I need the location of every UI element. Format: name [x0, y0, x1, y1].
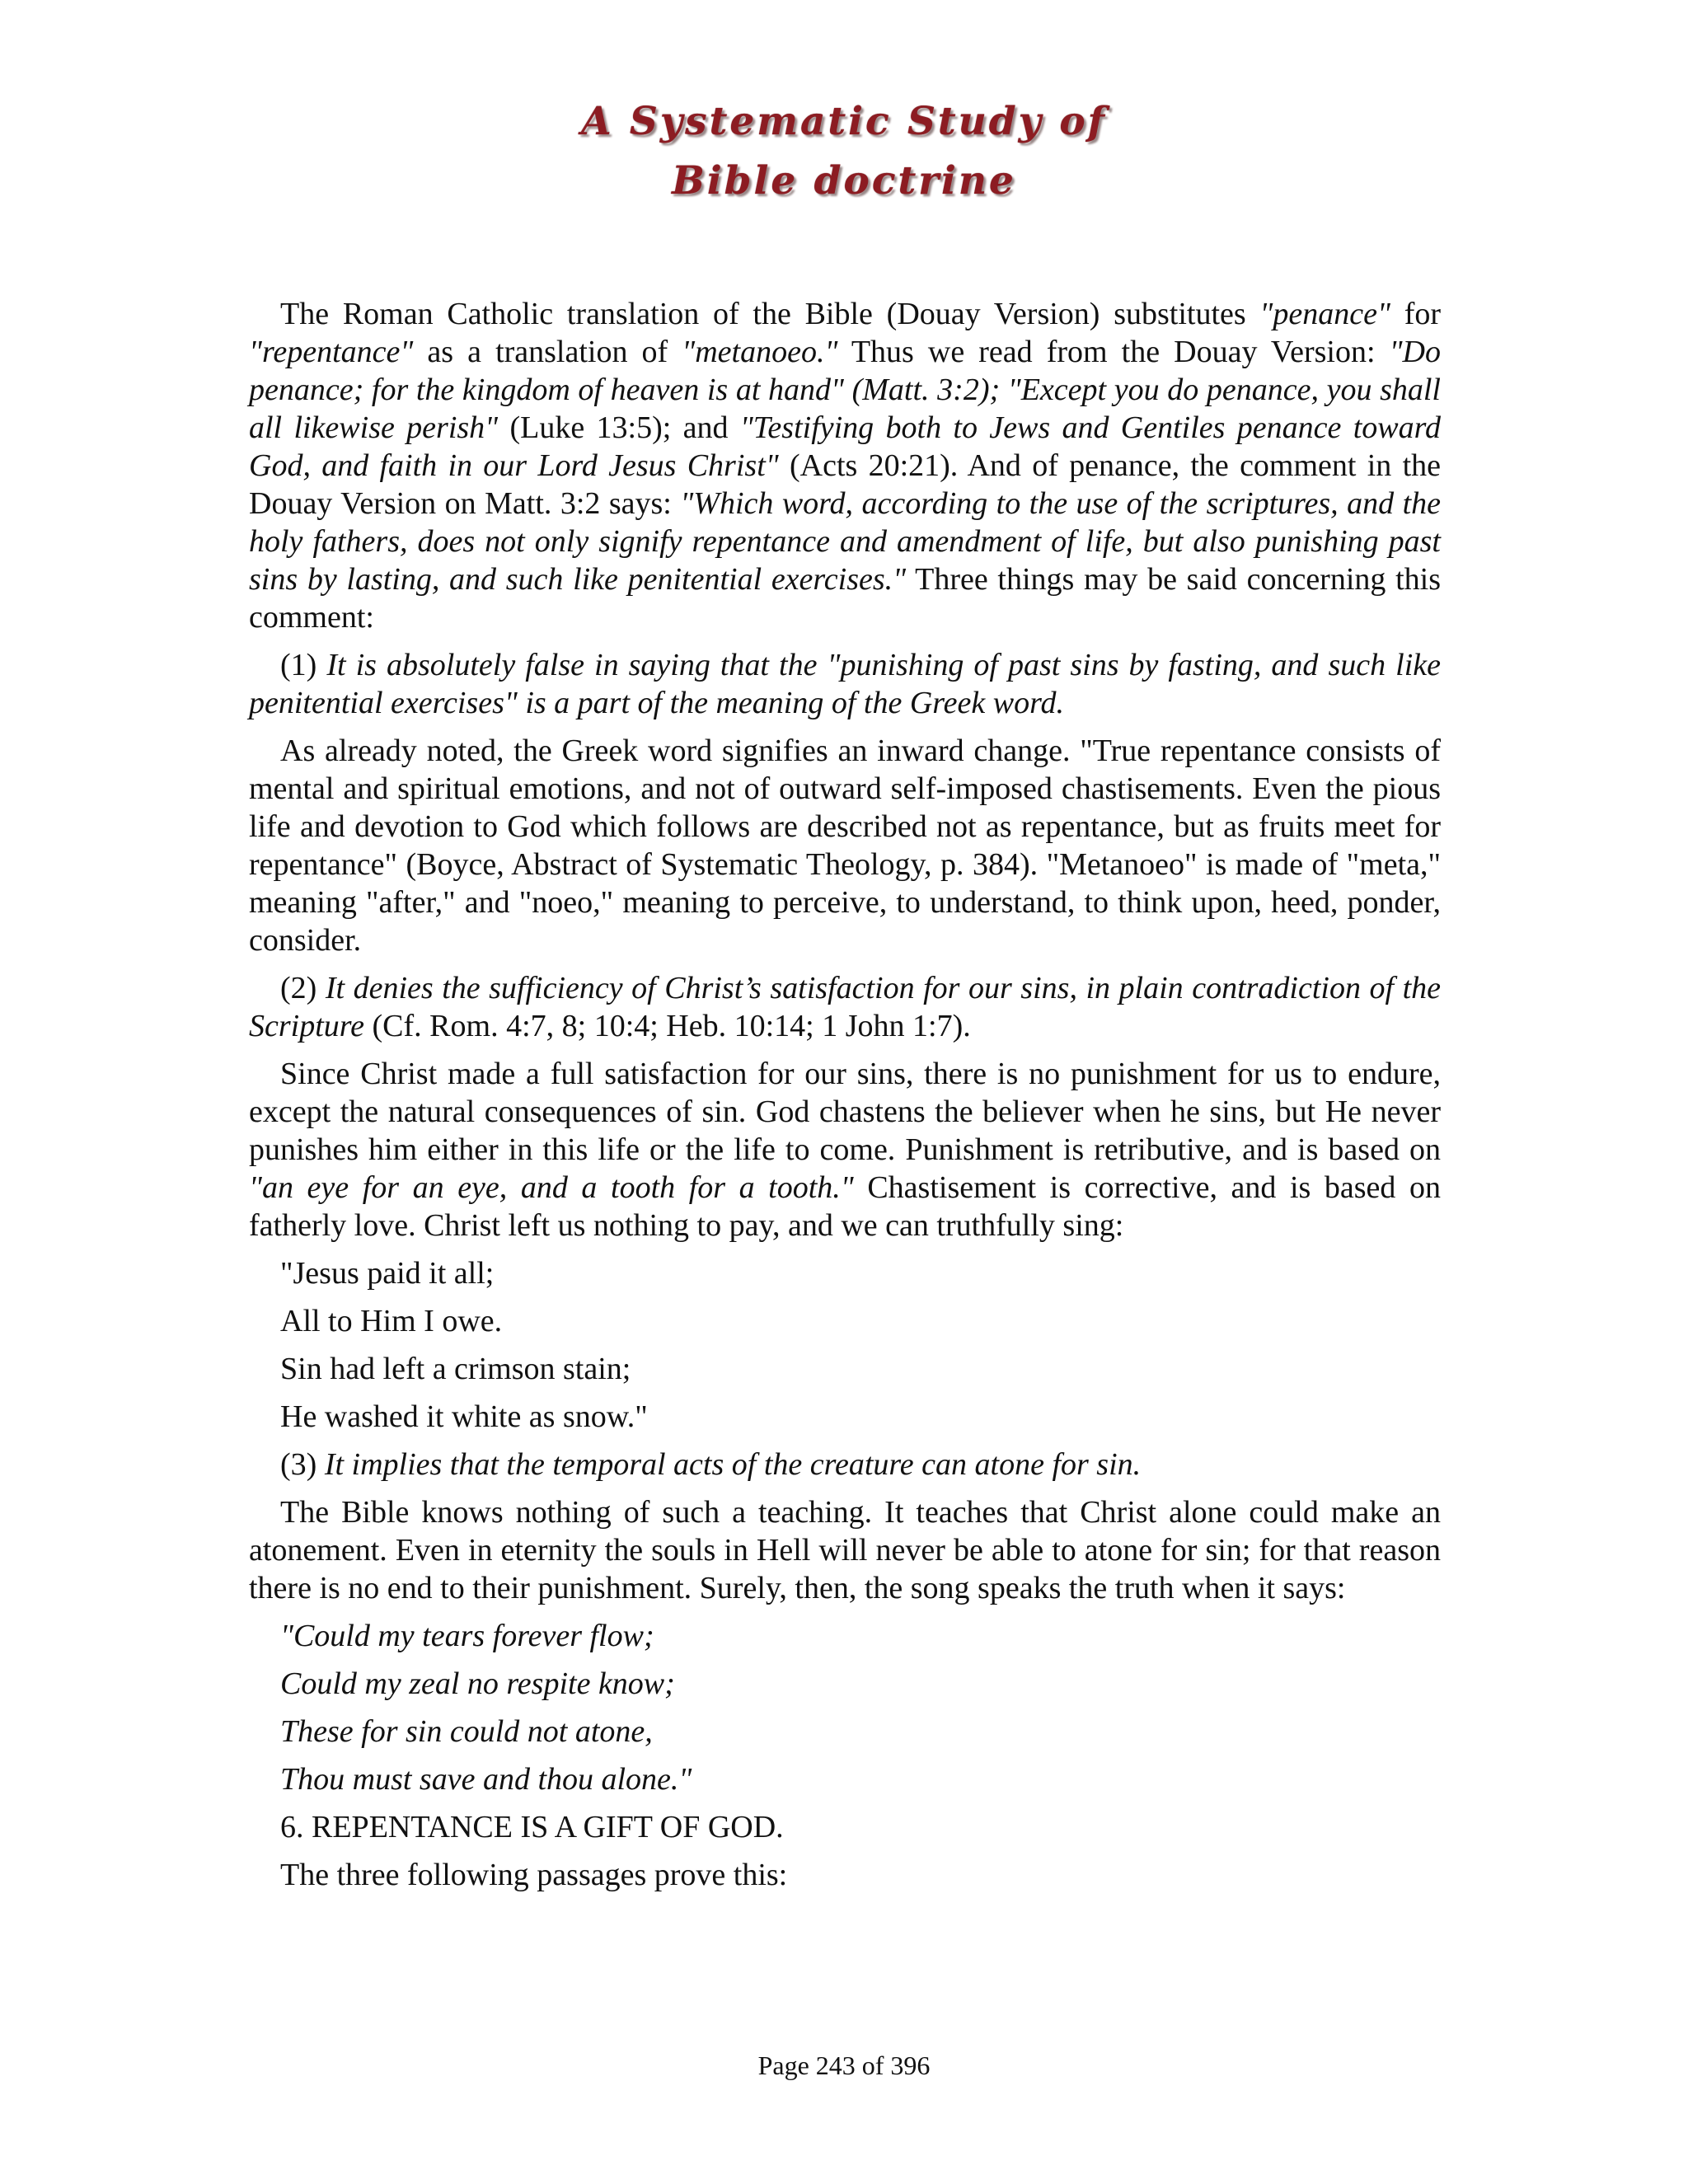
point-number: (2): [280, 971, 326, 1005]
text-run: Thus we read from the Douay Version:: [837, 335, 1390, 369]
hymn-line: He washed it white as snow.": [280, 1399, 648, 1434]
italic-run: Could my zeal no respite know;: [280, 1666, 675, 1701]
italic-run: "an eye for an eye, and a tooth for a tooth.": [249, 1170, 854, 1205]
hymn-line-italic: [249, 1760, 1441, 1798]
page-content: [249, 295, 1441, 1904]
italic-run: "repentance": [249, 335, 414, 369]
italic-run: It implies that the temporal acts of the creature can atone for sin.: [324, 1447, 1142, 1482]
text-run: Chastisement is corrective, and is based on fatherly love. Christ left us nothing to pay, and we can truthfully sing:: [249, 1170, 1441, 1243]
italic-run: It denies the sufficiency of Christ’s satisfaction for our sins, in plain contradiction of the Scripture: [249, 971, 1441, 1043]
hymn-line-italic: [249, 1617, 1441, 1655]
text-run: The Roman Catholic translation of the Bible (Douay Version) substitutes: [280, 297, 1260, 331]
italic-run: Thou must save and thou alone.": [280, 1762, 692, 1797]
hymn-line-italic: [249, 1665, 1441, 1703]
page-header: [0, 92, 1688, 211]
italic-run: "penance": [1259, 297, 1390, 331]
text-run: (Cf. Rom. 4:7, 8; 10:4; Heb. 10:14; 1 John 1:7).: [364, 1009, 971, 1043]
book-title-logo: [0, 92, 1688, 211]
hymn-line: Sin had left a crimson stain;: [280, 1352, 631, 1386]
italic-run: "Which word, according to the use of the scriptures, and the holy fathers, does not only signify repentance and amendment of life, but also punishing past sins by lasting, and such like penitential exercises.": [249, 486, 1442, 597]
section-heading: 6. REPENTANCE IS A GIFT OF GOD.: [280, 1810, 784, 1844]
paragraph-greek-word: As already noted, the Greek word signifies an inward change. "True repentance consists of mental and spiritual emotions, and not of outward self-imposed chastisements. Even the pious life and devotion to God which follows are described not as repentance, but as fruits meet for repentance" (Boyce, Abstract of Systematic Theology, p. 384). "Metanoeo" is made of "meta," meaning "after," and "noeo," meaning to perceive, to understand, to think upon, heed, ponder, consider.: [249, 733, 1441, 958]
hymn-line-italic: [249, 1713, 1441, 1750]
italic-run: "Testifying both to Jews and Gentiles penance toward God, and faith in our Lord Jesus Christ": [249, 410, 1441, 483]
text-run: (Luke 13:5); and: [498, 410, 740, 445]
italic-run: "metanoeo.": [682, 335, 838, 369]
italic-run: It is absolutely false in saying that the "punishing of past sins by fasting, and such like penitential exercises" is a part of the meaning of the Greek word.: [249, 648, 1442, 720]
text-run: Since Christ made a full satisfaction for our sins, there is no punishment for us to endure, except the natural consequences of sin. God chastens the believer when he sins, but He never punishes him either in this life or the life to come. Punishment is retributive, and is based on: [249, 1057, 1441, 1167]
point-number: (3): [280, 1447, 325, 1482]
italic-run: "Could my tears forever flow;: [280, 1619, 654, 1653]
page-number: Page 243 of 396: [757, 2050, 931, 2080]
point-3: [249, 1446, 1441, 1483]
italic-run: "Do penance; for the kingdom of heaven is at hand" (Matt. 3:2); "Except you do penance, you shall all likewise perish": [249, 335, 1441, 445]
text-run: Three things may be said concerning this comment:: [249, 562, 1441, 635]
hymn-line: "Jesus paid it all;: [280, 1256, 495, 1291]
paragraph-christ-satisfaction: [249, 1055, 1441, 1244]
point-2: [249, 969, 1441, 1045]
point-1: [249, 646, 1441, 722]
logo-line-1: A Systematic Study of: [581, 99, 1107, 144]
text-run: for: [1390, 297, 1441, 331]
italic-run: These for sin could not atone,: [280, 1714, 653, 1749]
text-run: as a translation of: [413, 335, 682, 369]
paragraph-douay-version: [249, 295, 1441, 636]
point-number: (1): [280, 648, 327, 682]
text-run: (Acts 20:21). And of penance, the comment in the Douay Version on Matt. 3:2 says:: [249, 448, 1442, 521]
paragraph-atonement: The Bible knows nothing of such a teaching. It teaches that Christ alone could make an atonement. Even in eternity the souls in Hell will never be able to atone for sin; for that reason there is no end to their punishment. Surely, then, the song speaks the truth when it says:: [249, 1495, 1441, 1605]
logo-line-2: Bible doctrine: [672, 158, 1016, 204]
paragraph-passages-intro: The three following passages prove this:: [280, 1858, 788, 1892]
hymn-line: All to Him I owe.: [280, 1304, 503, 1338]
